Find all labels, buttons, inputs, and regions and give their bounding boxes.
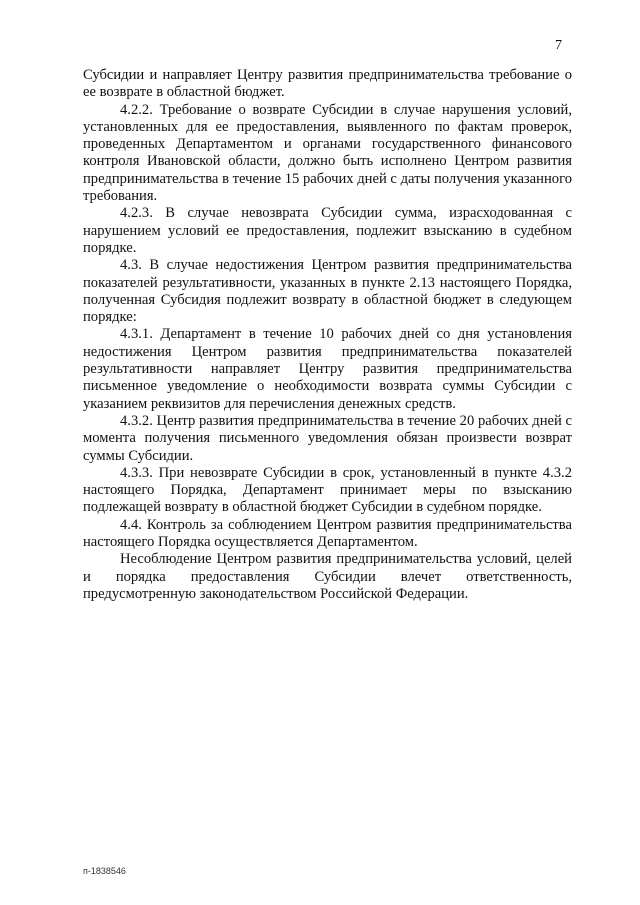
paragraph-4-2-2: 4.2.2. Требование о возврате Субсидии в случае нарушения условий, установленных для ее предоставления, выявленного по фактам проверок, проведенных Департаментом и органами государственного финансового контроля Ивановской области, должно быть исполнено Центром развития предпринимательства в течение 15 рабочих дней с даты получения указанного требования. (83, 101, 572, 205)
paragraph-4-2-3: 4.2.3. В случае невозврата Субсидии сумма, израсходованная с нарушением условий ее предоставления, подлежит взысканию в судебном порядке. (83, 205, 572, 256)
paragraph-4-3-1: 4.3.1. Департамент в течение 10 рабочих дней со дня установления недостижения Центром развития предпринимательства показателей результативности направляет Центру развития предпринимательства письменное уведомление о необходимости возврата суммы Субсидии с указанием реквизитов для перечисления денежных средств. (83, 326, 572, 412)
paragraph-4-3-3: 4.3.3. При невозврате Субсидии в срок, установленный в пункте 4.3.2 настоящего Порядка, Департамент принимает меры по взысканию подлежащей возврату в областной бюджет Субсидии в судебном порядке. (83, 464, 572, 516)
paragraph-4-3: 4.3. В случае недостижения Центром развития предпринимательства показателей результативности, указанных в пункте 2.13 настоящего Порядка, полученная Субсидия подлежит возврату в областной бюджет в следующем порядке: (83, 257, 572, 326)
document-code: п-1838546 (83, 866, 126, 876)
paragraph-4-4: 4.4. Контроль за соблюдением Центром развития предпринимательства настоящего Порядка осуществляется Департаментом. (83, 516, 572, 551)
document-body (83, 67, 572, 603)
paragraph-continuation: Субсидии и направляет Центру развития предпринимательства требование о ее возврате в областной бюджет. (83, 67, 572, 101)
paragraph-responsibility: Несоблюдение Центром развития предпринимательства условий, целей и порядка предоставления Субсидии влечет ответственность, предусмотренную законодательством Российской Федерации. (83, 551, 572, 602)
page-number: 7 (555, 38, 562, 53)
paragraph-4-3-2: 4.3.2. Центр развития предпринимательства в течение 20 рабочих дней с момента получения письменного уведомления обязан произвести возврат суммы Субсидии. (83, 412, 572, 464)
